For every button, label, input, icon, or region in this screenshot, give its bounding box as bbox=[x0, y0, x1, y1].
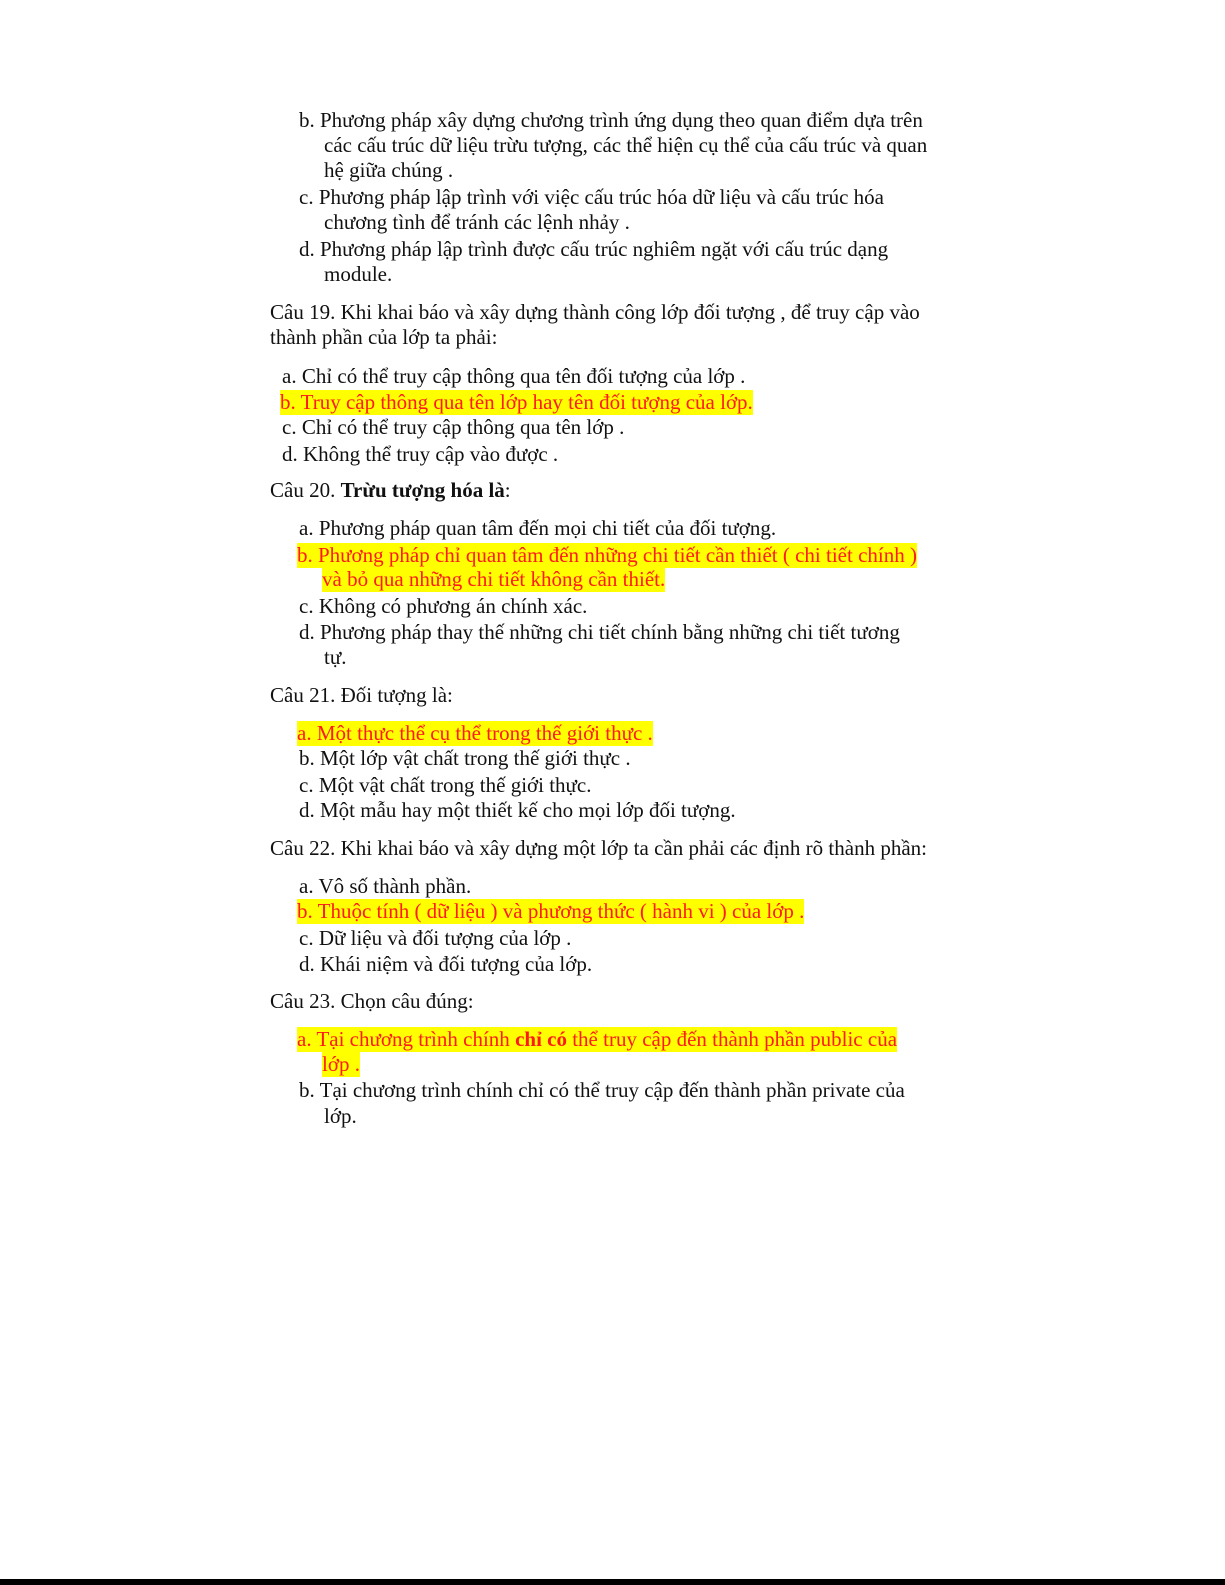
question-22-option-c: c. Dữ liệu và đối tượng của lớp . bbox=[299, 926, 572, 950]
option-d-line1: d. Phương pháp lập trình được cấu trúc nghiêm ngặt với cấu trúc dạng bbox=[299, 237, 889, 261]
question-23-option-a-post: thể truy cập đến thành phần public của bbox=[566, 1027, 898, 1051]
option-b-line2: các cấu trúc dữ liệu trừu tượng, các thể hiện cụ thể của cấu trúc và quan bbox=[324, 133, 928, 157]
question-20-suffix: : bbox=[504, 478, 511, 502]
question-19-option-b-answer: b. Truy cập thông qua tên lớp hay tên đối tượng của lớp. bbox=[280, 390, 753, 414]
option-c-line1: c. Phương pháp lập trình với việc cấu trúc hóa dữ liệu và cấu trúc hóa bbox=[299, 185, 884, 209]
question-23-option-a-pre: a. Tại chương trình chính bbox=[297, 1027, 516, 1051]
question-23-text: Câu 23. Chọn câu đúng: bbox=[270, 989, 474, 1013]
question-21-option-d: d. Một mẫu hay một thiết kế cho mọi lớp đối tượng. bbox=[299, 798, 736, 822]
option-b-line3: hệ giữa chúng . bbox=[324, 158, 454, 182]
question-20-option-a: a. Phương pháp quan tâm đến mọi chi tiết của đối tượng. bbox=[299, 516, 777, 540]
question-23-option-a-answer-line2: lớp . bbox=[322, 1052, 360, 1076]
question-22-text: Câu 22. Khi khai báo và xây dựng một lớp ta cần phải các định rõ thành phần: bbox=[270, 836, 927, 860]
question-20-option-c: c. Không có phương án chính xác. bbox=[299, 594, 588, 618]
question-23-option-b-line1: b. Tại chương trình chính chỉ có thể truy cập đến thành phần private của bbox=[299, 1078, 905, 1102]
question-21-option-c: c. Một vật chất trong thế giới thực. bbox=[299, 773, 592, 797]
question-20-option-d-line1: d. Phương pháp thay thế những chi tiết chính bằng những chi tiết tương bbox=[299, 620, 900, 644]
option-b-line1: b. Phương pháp xây dựng chương trình ứng dụng theo quan điểm dựa trên bbox=[299, 108, 923, 132]
question-21-option-a-answer: a. Một thực thể cụ thể trong thế giới thực . bbox=[297, 721, 653, 745]
question-20-prefix: Câu 20. bbox=[270, 478, 341, 502]
question-19-option-a: a. Chỉ có thể truy cập thông qua tên đối tượng của lớp . bbox=[282, 364, 746, 388]
question-21-option-b: b. Một lớp vật chất trong thế giới thực . bbox=[299, 746, 631, 770]
question-19-option-c: c. Chỉ có thể truy cập thông qua tên lớp . bbox=[282, 415, 625, 439]
question-20-term: Trừu tượng hóa là bbox=[340, 478, 505, 502]
question-19-text-line2: thành phần của lớp ta phải: bbox=[270, 325, 498, 349]
question-23-option-a-emphasis: chỉ có bbox=[515, 1027, 567, 1051]
question-22-option-a: a. Vô số thành phần. bbox=[299, 874, 472, 898]
question-20-option-d-line2: tự. bbox=[324, 645, 347, 669]
option-c-line2: chương tình để tránh các lệnh nhảy . bbox=[324, 210, 630, 234]
question-23-option-b-line2: lớp. bbox=[324, 1104, 357, 1128]
page-bottom-border bbox=[0, 1579, 1225, 1585]
option-d-line2: module. bbox=[324, 262, 393, 286]
question-19-option-d: d. Không thể truy cập vào được . bbox=[282, 442, 559, 466]
question-20-text bbox=[270, 478, 511, 503]
question-22-option-d: d. Khái niệm và đối tượng của lớp. bbox=[299, 952, 593, 976]
question-20-option-b-answer-line1: b. Phương pháp chỉ quan tâm đến những chi tiết cần thiết ( chi tiết chính ) bbox=[297, 543, 917, 567]
question-22-option-b-answer: b. Thuộc tính ( dữ liệu ) và phương thức ( hành vi ) của lớp . bbox=[297, 899, 805, 923]
question-23-option-a-answer-line1 bbox=[297, 1027, 897, 1052]
question-21-text: Câu 21. Đối tượng là: bbox=[270, 683, 453, 707]
question-20-option-b-answer-line2: và bỏ qua những chi tiết không cần thiết. bbox=[322, 567, 666, 591]
question-19-text-line1: Câu 19. Khi khai báo và xây dựng thành công lớp đối tượng , để truy cập vào bbox=[270, 300, 920, 324]
